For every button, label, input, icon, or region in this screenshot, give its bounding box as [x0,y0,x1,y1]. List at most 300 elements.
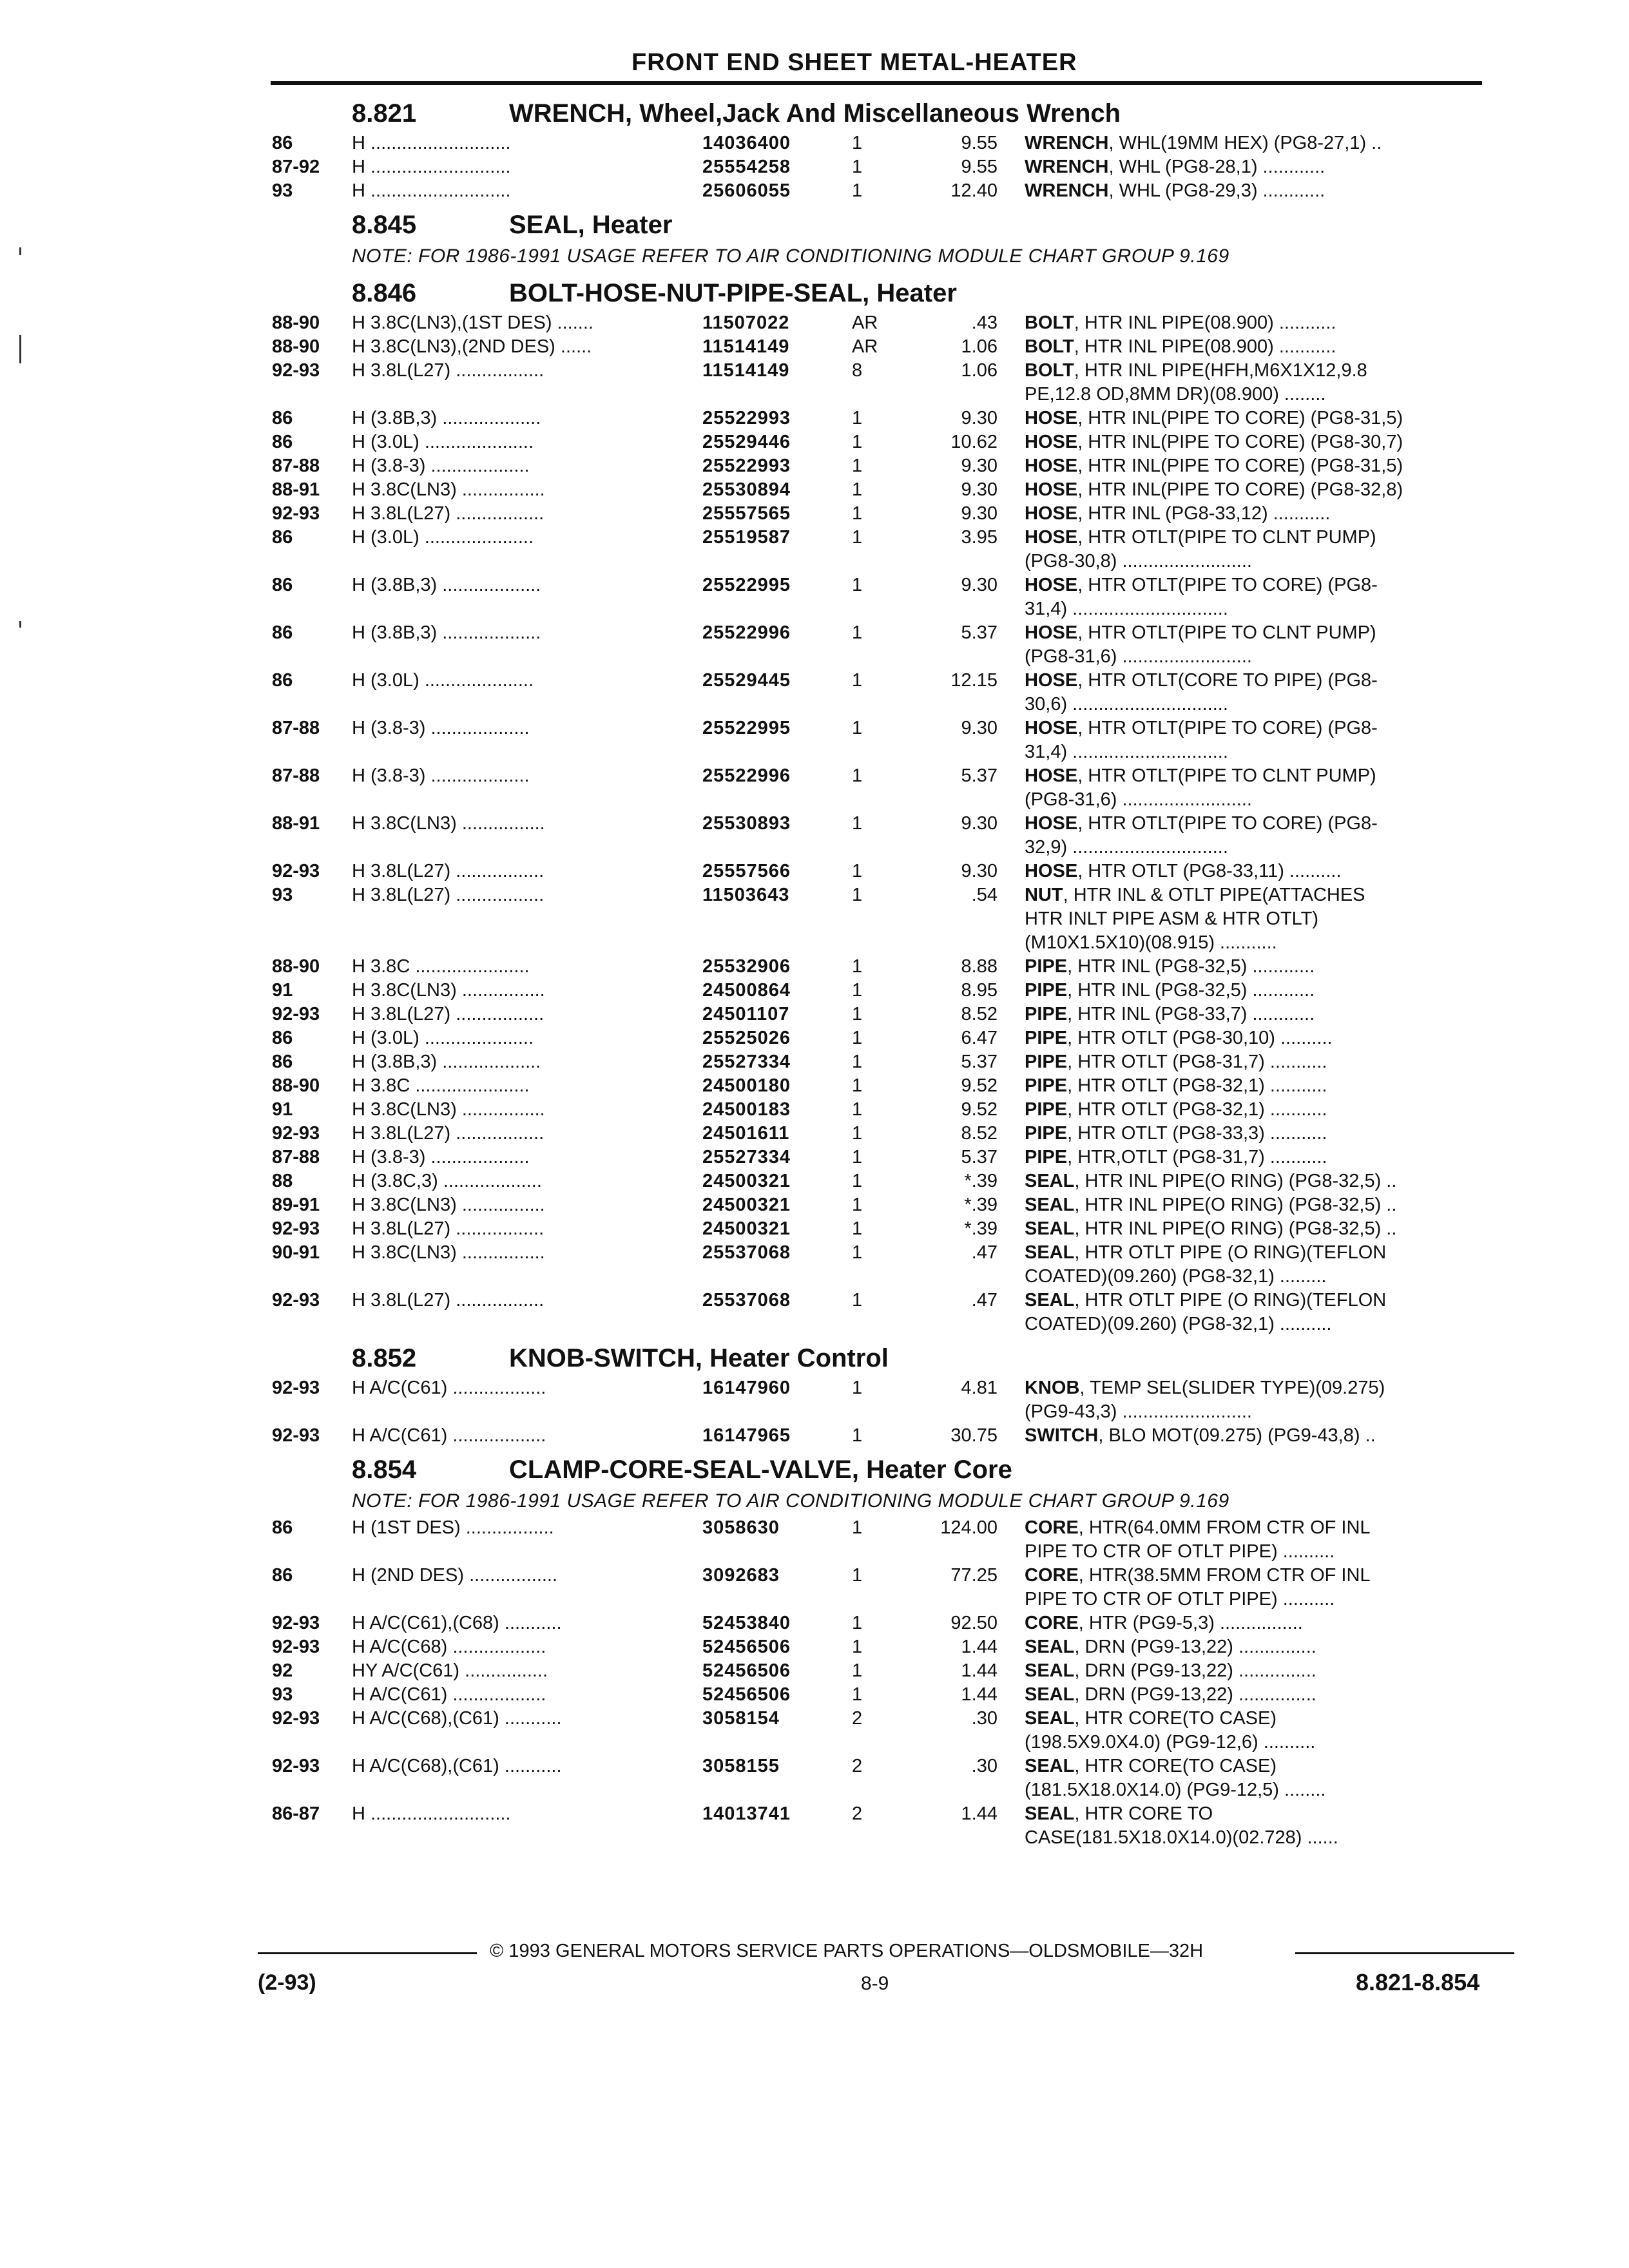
model-usage: H ........................... [352,157,511,177]
part-row [264,359,1489,407]
model-usage: H A/C(C61) .................. [352,1378,546,1398]
price: .43 [971,312,998,333]
model-years: 92-93 [272,861,320,881]
part-number: 11507022 [702,312,790,333]
quantity: 1 [852,622,863,643]
part-description: PIPE, HTR OTLT (PG8-33,3) ........... [1025,1123,1327,1144]
model-years: 86 [272,432,293,452]
model-usage: H (3.8-3) ................... [352,1147,530,1168]
model-years: 92-93 [272,1004,320,1024]
price: 4.81 [961,1378,998,1398]
model-usage: H A/C(C61) .................. [352,1425,546,1446]
part-number: 3058630 [702,1517,780,1538]
section-heading [264,271,1489,311]
price: 30.75 [950,1425,998,1446]
quantity: 1 [852,1684,863,1705]
section-code: 8.852 [352,1344,417,1372]
part-number: 25527334 [702,1147,791,1168]
part-number: 25529445 [702,670,791,691]
part-description: HOSE, HTR OTLT(PIPE TO CLNT PUMP) (PG8-30,8) ......................... [1025,527,1376,572]
part-description: SEAL, HTR CORE(TO CASE) (181.5X18.0X14.0) (PG9-12,5) ........ [1025,1756,1326,1800]
price: 9.30 [961,456,998,476]
model-usage: H (3.8B,3) ................... [352,575,541,595]
model-years: 86 [272,1028,293,1048]
model-years: 86 [272,1517,293,1538]
model-years: 90-91 [272,1242,320,1263]
part-number: 14036400 [702,133,791,153]
quantity: 2 [852,1803,863,1824]
part-row [264,1050,1489,1074]
part-description: SEAL, HTR OTLT PIPE (O RING)(TEFLON COATED)(09.260) (PG8-32,1) .......... [1025,1290,1387,1334]
part-row [264,979,1489,1003]
quantity: 1 [852,479,863,500]
model-usage: H ........................... [352,133,511,153]
model-years: 86 [272,1565,293,1586]
quantity: 1 [852,503,863,524]
quantity: 1 [852,1075,863,1096]
quantity: 1 [852,765,863,786]
price: .47 [971,1242,998,1263]
part-description: HOSE, HTR INL(PIPE TO CORE) (PG8-30,7) [1025,432,1403,452]
part-description: SEAL, HTR INL PIPE(O RING) (PG8-32,5) .. [1025,1218,1397,1239]
model-years: 86 [272,622,293,643]
model-years: 86-87 [272,1803,320,1824]
price: 9.30 [961,813,998,834]
part-number: 25522993 [702,456,791,476]
section-heading [264,203,1489,243]
part-description: HOSE, HTR OTLT (PG8-33,11) .......... [1025,861,1342,881]
part-row [264,1659,1489,1683]
model-usage: H (3.0L) ..................... [352,432,534,452]
part-row [264,155,1489,179]
part-number: 25522995 [702,575,791,595]
model-usage: H 3.8L(L27) ................. [352,503,545,524]
part-number: 25529446 [702,432,791,452]
part-row [264,1802,1489,1850]
price: 9.30 [961,718,998,738]
quantity: 1 [852,1099,863,1120]
part-row [264,1217,1489,1241]
part-row [264,1169,1489,1193]
model-years: 89-91 [272,1195,320,1215]
model-usage: H 3.8L(L27) ................. [352,885,545,905]
part-number: 25554258 [702,157,791,177]
model-years: 87-92 [272,157,320,177]
part-description: WRENCH, WHL (PG8-29,3) ............ [1025,180,1325,201]
part-description: HOSE, HTR OTLT(PIPE TO CORE) (PG8- 32,9) .............................. [1025,813,1378,858]
price: .47 [971,1290,998,1311]
part-description: BOLT, HTR INL PIPE(HFH,M6X1X12,9.8 PE,12.8 OD,8MM DR)(08.900) ........ [1025,360,1367,405]
part-description: CORE, HTR(38.5MM FROM CTR OF INL PIPE TO CTR OF OTLT PIPE) .......... [1025,1565,1371,1610]
quantity: 1 [852,408,863,428]
model-usage: H 3.8C(LN3) ................ [352,1195,545,1215]
quantity: 1 [852,1378,863,1398]
scan-edge-mark [19,335,21,363]
model-years: 91 [272,1099,293,1120]
part-description: HOSE, HTR INL(PIPE TO CORE) (PG8-31,5) [1025,456,1403,476]
part-number: 24500321 [702,1218,791,1239]
part-number: 25537068 [702,1242,791,1263]
part-number: 3058154 [702,1708,780,1729]
part-row [264,955,1489,979]
price: 1.44 [961,1660,998,1681]
price: 6.47 [961,1028,998,1048]
part-number: 24500183 [702,1099,791,1120]
model-usage: H (2ND DES) ................. [352,1565,558,1586]
part-row [264,669,1489,716]
price: 8.52 [961,1004,998,1024]
part-number: 11514149 [702,360,790,381]
price: .30 [971,1708,998,1729]
footer-copyright: © 1993 GENERAL MOTORS SERVICE PARTS OPERATIONS—OLDSMOBILE—32H [490,1941,1204,1961]
model-years: 91 [272,980,293,1001]
model-usage: H 3.8L(L27) ................. [352,1218,545,1239]
part-description: HOSE, HTR INL(PIPE TO CORE) (PG8-32,8) [1025,479,1403,500]
part-row [264,1516,1489,1564]
model-usage: H 3.8L(L27) ................. [352,1123,545,1144]
part-description: PIPE, HTR,OTLT (PG8-31,7) ........... [1025,1147,1327,1168]
price: 124.00 [940,1517,998,1538]
part-description: HOSE, HTR OTLT(PIPE TO CORE) (PG8- 31,4) .............................. [1025,718,1378,762]
model-years: 93 [272,180,293,201]
part-row [264,1074,1489,1098]
part-number: 24501107 [702,1004,790,1024]
price: 9.30 [961,479,998,500]
quantity: 1 [852,1123,863,1144]
part-row [264,1611,1489,1635]
part-number: 25606055 [702,180,791,201]
model-usage: H (3.8B,3) ................... [352,622,541,643]
part-description: CORE, HTR (PG9-5,3) ................ [1025,1613,1303,1633]
quantity: 1 [852,1660,863,1681]
section-heading [264,1336,1489,1376]
model-years: 86 [272,1052,293,1072]
price: 9.52 [961,1099,998,1120]
section-code: 8.821 [352,99,417,128]
part-description: WRENCH, WHL (PG8-28,1) ............ [1025,157,1325,177]
section-title: BOLT-HOSE-NUT-PIPE-SEAL, Heater [509,279,957,307]
price: 9.30 [961,503,998,524]
part-description: SEAL, HTR CORE(TO CASE) (198.5X9.0X4.0) (PG9-12,6) .......... [1025,1708,1316,1753]
quantity: 1 [852,813,863,834]
model-usage: H 3.8C(LN3) ................ [352,813,545,834]
price: 1.44 [961,1637,998,1657]
quantity: 1 [852,432,863,452]
part-description: SEAL, DRN (PG9-13,22) ............... [1025,1660,1316,1681]
price: *.39 [964,1195,998,1215]
section-code: 8.854 [352,1456,417,1484]
model-years: 86 [272,575,293,595]
part-row [264,860,1489,883]
part-number: 25557566 [702,861,791,881]
part-number: 24501611 [702,1123,790,1144]
price: 5.37 [961,622,998,643]
page-title: FRONT END SHEET METAL-HEATER [631,49,1077,76]
model-usage: H 3.8L(L27) ................. [352,861,545,881]
quantity: 1 [852,1218,863,1239]
quantity: AR [852,312,878,333]
price: 1.06 [961,336,998,357]
model-years: 92-93 [272,1637,320,1657]
part-row [264,1193,1489,1217]
price: 5.37 [961,765,998,786]
quantity: 1 [852,575,863,595]
quantity: 1 [852,133,863,153]
part-row [264,1564,1489,1611]
part-description: PIPE, HTR INL (PG8-32,5) ............ [1025,980,1315,1001]
model-years: 88-90 [272,1075,320,1096]
part-row [264,812,1489,860]
quantity: 1 [852,956,863,977]
price: 12.40 [950,180,998,201]
part-row [264,454,1489,478]
quantity: 1 [852,1242,863,1263]
model-years: 92-93 [272,1290,320,1311]
quantity: 1 [852,861,863,881]
part-number: 52453840 [702,1613,791,1633]
model-usage: H (3.8-3) ................... [352,765,530,786]
model-years: 92-93 [272,1123,320,1144]
model-usage: H 3.8L(L27) ................. [352,1004,545,1024]
quantity: 1 [852,1517,863,1538]
price: *.39 [964,1218,998,1239]
part-number: 24500180 [702,1075,791,1096]
price: 8.88 [961,956,998,977]
part-row [264,1754,1489,1802]
section-note: NOTE: FOR 1986-1991 USAGE REFER TO AIR CONDITIONING MODULE CHART GROUP 9.169 [352,245,1229,267]
model-usage: H (3.0L) ..................... [352,1028,534,1048]
quantity: 1 [852,1637,863,1657]
model-usage: H 3.8C(LN3),(2ND DES) ...... [352,336,592,357]
part-description: HOSE, HTR OTLT(PIPE TO CLNT PUMP) (PG8-31,6) ......................... [1025,622,1376,667]
part-row [264,1146,1489,1169]
model-years: 88 [272,1171,293,1191]
part-number: 25532906 [702,956,791,977]
part-number: 25537068 [702,1290,791,1311]
price: .54 [971,885,998,905]
model-years: 88-90 [272,956,320,977]
part-description: HOSE, HTR INL (PG8-33,12) ........... [1025,503,1331,524]
part-row [264,1707,1489,1754]
section-title: KNOB-SWITCH, Heater Control [509,1344,889,1372]
part-number: 25522993 [702,408,791,428]
model-usage: H 3.8C(LN3) ................ [352,980,545,1001]
part-number: 25557565 [702,503,791,524]
scan-edge-mark [19,247,21,255]
part-description: WRENCH, WHL(19MM HEX) (PG8-27,1) .. [1025,133,1382,153]
part-number: 16147960 [702,1378,791,1398]
quantity: 2 [852,1756,863,1776]
quantity: 1 [852,1171,863,1191]
part-description: BOLT, HTR INL PIPE(08.900) ........... [1025,336,1336,357]
quantity: 1 [852,180,863,201]
model-usage: H 3.8L(L27) ................. [352,1290,545,1311]
part-number: 24500321 [702,1171,791,1191]
part-description: BOLT, HTR INL PIPE(08.900) ........... [1025,312,1336,333]
price: 12.15 [950,670,998,691]
quantity: 1 [852,670,863,691]
part-row [264,1683,1489,1707]
model-years: 93 [272,1684,293,1705]
part-row [264,764,1489,812]
model-usage: H (3.8B,3) ................... [352,1052,541,1072]
part-description: PIPE, HTR OTLT (PG8-31,7) ........... [1025,1052,1327,1072]
model-years: 88-91 [272,813,320,834]
scan-edge-mark [19,621,21,628]
section-title: WRENCH, Wheel,Jack And Miscellaneous Wrench [509,99,1121,128]
part-row [264,407,1489,430]
quantity: 1 [852,718,863,738]
part-row [264,1026,1489,1050]
part-description: CORE, HTR(64.0MM FROM CTR OF INL PIPE TO CTR OF OTLT PIPE) .......... [1025,1517,1371,1562]
part-row [264,1098,1489,1122]
model-usage: H 3.8C ...................... [352,1075,530,1096]
model-usage: H A/C(C61) .................. [352,1684,546,1705]
part-number: 25525026 [702,1028,791,1048]
quantity: 1 [852,1565,863,1586]
model-years: 87-88 [272,1147,320,1168]
model-years: 92-93 [272,1708,320,1729]
price: 5.37 [961,1052,998,1072]
section-code: 8.846 [352,279,417,307]
part-description: SEAL, DRN (PG9-13,22) ............... [1025,1637,1316,1657]
footer-page-number: 8-9 [861,1973,889,1994]
quantity: 1 [852,1195,863,1215]
model-usage: H (1ST DES) ................. [352,1517,554,1538]
part-description: NUT, HTR INL & OTLT PIPE(ATTACHES HTR INLT PIPE ASM & HTR OTLT) (M10X1.5X10)(08.915) ........... [1025,885,1365,953]
part-description: SEAL, HTR OTLT PIPE (O RING)(TEFLON COATED)(09.260) (PG8-32,1) ......... [1025,1242,1387,1287]
price: 9.55 [961,133,998,153]
model-usage: H 3.8C(LN3) ................ [352,1099,545,1120]
part-row [264,179,1489,203]
quantity: AR [852,336,878,357]
part-number: 11514149 [702,336,790,357]
part-number: 25522996 [702,765,791,786]
price: 92.50 [950,1613,998,1633]
part-row [264,883,1489,955]
section-code: 8.845 [352,211,417,239]
part-row [264,430,1489,454]
section-title: CLAMP-CORE-SEAL-VALVE, Heater Core [509,1456,1012,1484]
quantity: 1 [852,527,863,548]
model-years: 92-93 [272,1378,320,1398]
part-description: HOSE, HTR OTLT(PIPE TO CORE) (PG8- 31,4) .............................. [1025,575,1378,619]
section-title: SEAL, Heater [509,211,673,239]
part-number: 24500321 [702,1195,791,1215]
part-row [264,1424,1489,1448]
section-note: NOTE: FOR 1986-1991 USAGE REFER TO AIR CONDITIONING MODULE CHART GROUP 9.169 [352,1490,1229,1512]
part-number: 25522996 [702,622,791,643]
footer-group-range: 8.821-8.854 [1356,1969,1480,1995]
section-heading [264,1448,1489,1488]
model-years: 86 [272,670,293,691]
price: 1.06 [961,360,998,381]
part-number: 3058155 [702,1756,780,1776]
part-number: 52456506 [702,1684,791,1705]
part-row [264,1635,1489,1659]
part-description: PIPE, HTR INL (PG8-32,5) ............ [1025,956,1315,977]
quantity: 1 [852,1028,863,1048]
model-usage: HY A/C(C61) ................ [352,1660,548,1681]
model-usage: H (3.8B,3) ................... [352,408,541,428]
quantity: 1 [852,1613,863,1633]
part-description: PIPE, HTR OTLT (PG8-32,1) ........... [1025,1099,1327,1120]
model-usage: H 3.8C ...................... [352,956,530,977]
price: 9.52 [961,1075,998,1096]
model-years: 87-88 [272,718,320,738]
part-description: PIPE, HTR INL (PG8-33,7) ............ [1025,1004,1315,1024]
part-row [264,1289,1489,1336]
model-usage: H 3.8C(LN3) ................ [352,1242,545,1263]
model-years: 92 [272,1660,293,1681]
price: 9.30 [961,575,998,595]
part-description: PIPE, HTR OTLT (PG8-32,1) ........... [1025,1075,1327,1096]
model-years: 92-93 [272,1756,320,1776]
quantity: 2 [852,1708,863,1729]
model-usage: H 3.8C(LN3),(1ST DES) ....... [352,312,593,333]
model-years: 86 [272,133,293,153]
price: 8.95 [961,980,998,1001]
model-usage: H A/C(C61),(C68) ........... [352,1613,562,1633]
quantity: 1 [852,980,863,1001]
price: 9.30 [961,861,998,881]
model-usage: H (3.0L) ..................... [352,670,534,691]
part-row [264,526,1489,573]
quantity: 1 [852,157,863,177]
model-usage: H 3.8C(LN3) ................ [352,479,545,500]
model-years: 92-93 [272,1613,320,1633]
part-description: HOSE, HTR OTLT(CORE TO PIPE) (PG8- 30,6) .............................. [1025,670,1378,715]
model-years: 92-93 [272,1425,320,1446]
model-years: 88-91 [272,479,320,500]
part-row [264,478,1489,502]
quantity: 1 [852,1425,863,1446]
model-usage: H A/C(C68),(C61) ........... [352,1708,562,1729]
quantity: 1 [852,1004,863,1024]
model-years: 88-90 [272,336,320,357]
part-row [264,621,1489,669]
part-description: SWITCH, BLO MOT(09.275) (PG9-43,8) .. [1025,1425,1376,1446]
part-row [264,716,1489,764]
part-number: 24500864 [702,980,791,1001]
quantity: 1 [852,456,863,476]
part-row [264,1003,1489,1026]
model-usage: H (3.0L) ..................... [352,527,534,548]
model-usage: H A/C(C68) .................. [352,1637,546,1657]
quantity: 1 [852,1052,863,1072]
price: 77.25 [950,1565,998,1586]
part-description: HOSE, HTR INL(PIPE TO CORE) (PG8-31,5) [1025,408,1403,428]
price: 3.95 [961,527,998,548]
quantity: 1 [852,1147,863,1168]
model-years: 88-90 [272,312,320,333]
section-heading [264,91,1489,131]
part-row [264,1122,1489,1146]
part-row [264,1241,1489,1289]
part-description: SEAL, DRN (PG9-13,22) ............... [1025,1684,1316,1705]
part-row [264,131,1489,155]
quantity: 1 [852,1290,863,1311]
model-usage: H (3.8-3) ................... [352,718,530,738]
part-description: SEAL, HTR INL PIPE(O RING) (PG8-32,5) .. [1025,1171,1397,1191]
price: 9.55 [961,157,998,177]
price: 1.44 [961,1684,998,1705]
part-number: 52456506 [702,1660,791,1681]
model-usage: H ........................... [352,180,511,201]
part-number: 25519587 [702,527,791,548]
quantity: 1 [852,885,863,905]
model-usage: H ........................... [352,1803,511,1824]
